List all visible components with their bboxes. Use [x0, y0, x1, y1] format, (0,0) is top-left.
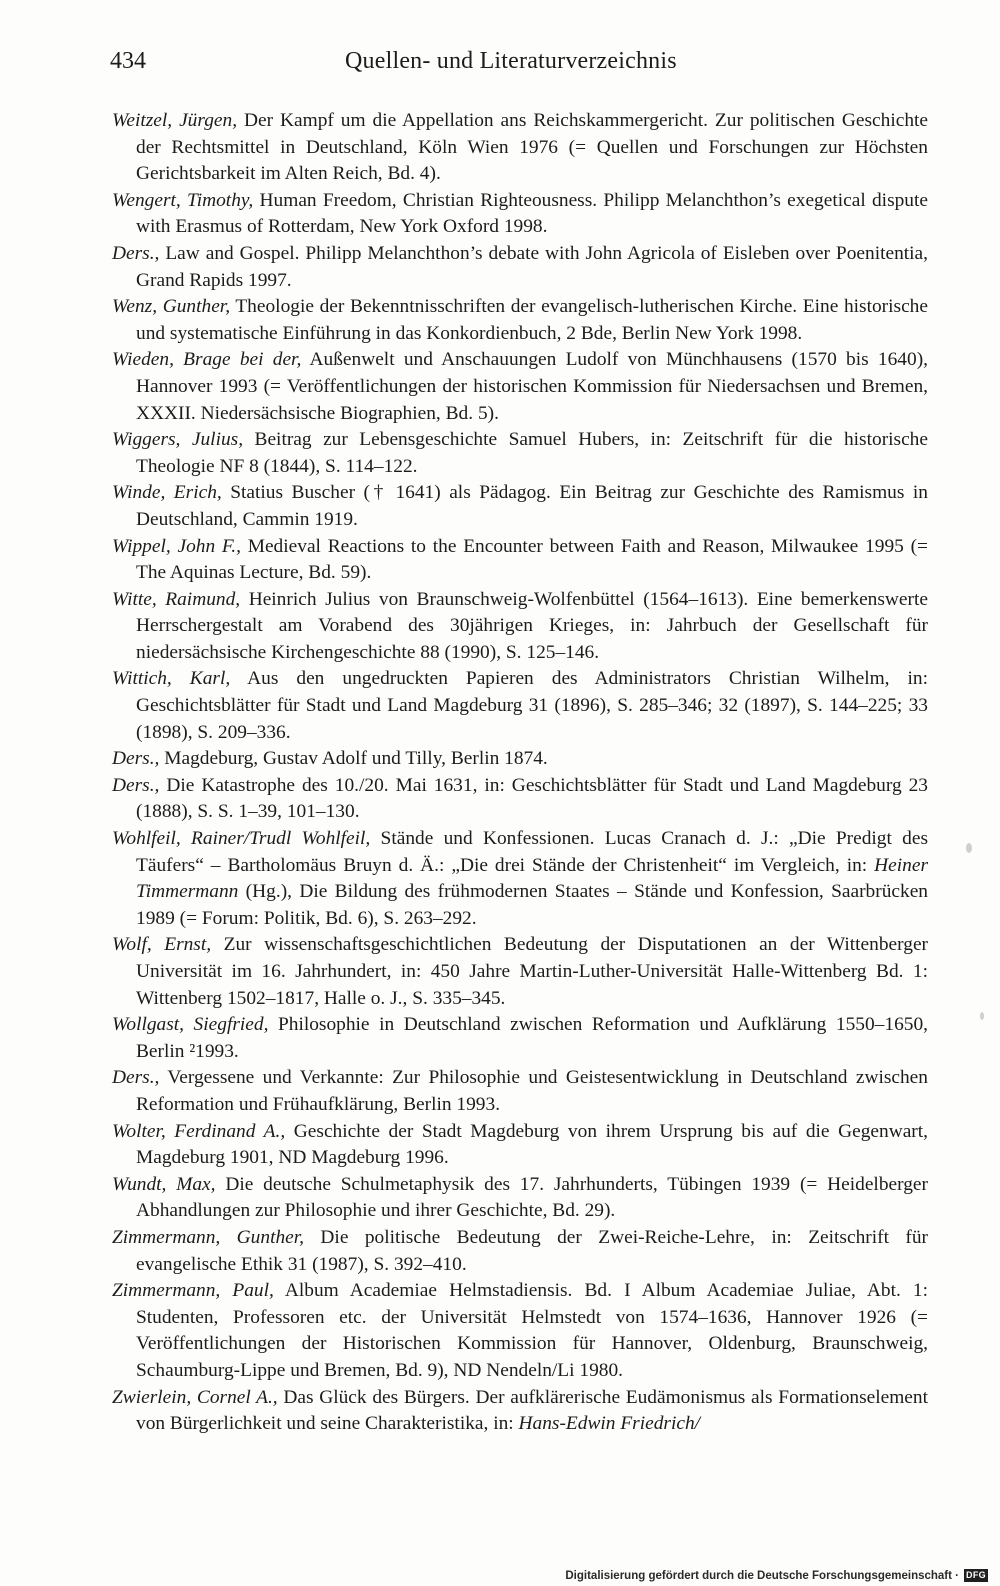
entry-text: Magdeburg, Gustav Adolf und Tilly, Berlin 1874.: [159, 748, 548, 770]
entry-author: Wiggers, Julius,: [112, 429, 244, 451]
bibliography-entry: [112, 188, 928, 241]
entry-text: Zur wissenschaftsgeschichtlichen Bedeutung der Disputationen an der Wittenberger Universität im 16. Jahrhundert, in: 450 Jahre Martin-Luther-Universität Halle-Wittenberg Bd. 1: Wittenberg 1502–1817, Halle o. J., S. 335–345.: [136, 934, 929, 1009]
scan-speck: [966, 843, 972, 853]
scan-speck: [980, 1012, 984, 1020]
entry-text-continued: (Hg.), Die Bildung des frühmodernen Staates – Stände und Konfession, Saarbrücken 1989 (= Forum: Politik, Bd. 6), S. 263–292.: [136, 881, 928, 929]
bibliography-entry: [112, 108, 928, 188]
entry-editor: Heiner Timmermann: [136, 854, 928, 903]
bibliography-entry: [112, 1225, 928, 1278]
bibliography-entry: [112, 241, 928, 294]
entry-text: Album Academiae Helmstadiensis. Bd. I Album Academiae Juliae, Abt. 1: Studenten, Professoren etc. der Universität Helmstedt von 1574–1636, Hannover 1926 (= Veröffentlichungen der Historischen Kommission für Hannover, Oldenburg, Braunschweig, Schaumburg-Lippe und Bremen, Bd. 9), ND Nendeln/Li 1980.: [136, 1280, 928, 1381]
entry-author: Ders.,: [112, 242, 160, 264]
entry-author: Ders.,: [112, 774, 160, 796]
bibliography-entry: [112, 1172, 928, 1225]
entry-text: Medieval Reactions to the Encounter between Faith and Reason, Milwaukee 1995 (= The Aquinas Lecture, Bd. 59).: [136, 535, 928, 584]
entry-author: Ders.,: [112, 748, 160, 770]
entry-text: Die Katastrophe des 10./20. Mai 1631, in: Geschichtsblätter für Stadt und Land Magdeburg 23 (1888), S. S. 1–39, 101–130.: [136, 774, 928, 823]
entry-author: Wohlfeil, Rainer/Trudl Wohlfeil,: [112, 828, 371, 850]
entry-text: Vergessene und Verkannte: Zur Philosophie und Geistesentwicklung in Deutschland zwischen Reformation und Frühaufklärung, Berlin 1993.: [136, 1067, 928, 1115]
bibliography-entry: [112, 347, 928, 427]
entry-author: Witte, Raimund,: [112, 588, 241, 610]
entry-author: Zimmermann, Paul,: [112, 1280, 274, 1302]
bibliography-entry: [112, 1385, 928, 1438]
bibliography-entry: [112, 826, 928, 932]
bibliography-entry: [112, 1278, 928, 1384]
entry-author: Ders.,: [112, 1067, 160, 1089]
entry-text: Aus den ungedruckten Papieren des Administrators Christian Wilhelm, in: Geschichtsblätter für Stadt und Land Magdeburg 31 (1896), S. 285–346; 32 (1897), S. 144–225; 33 (1898), S. 209–336.: [136, 668, 928, 743]
entry-text: Human Freedom, Christian Righteousness. Philipp Melanchthon’s exegetical dispute with Erasmus of Rotterdam, New York Oxford 1998.: [136, 189, 928, 238]
page-header: [110, 48, 930, 88]
entry-text: Außenwelt und Anschauungen Ludolf von Münchhausens (1570 bis 1640), Hannover 1993 (= Veröffentlichungen der historischen Kommission für Niedersachsen und Bremen, XXXII. Niedersächsische Biographien, Bd. 5).: [136, 349, 928, 424]
bibliography-entry: [112, 666, 928, 746]
entry-text: Die politische Bedeutung der Zwei-Reiche-Lehre, in: Zeitschrift für evangelische Ethik 31 (1987), S. 392–410.: [136, 1226, 928, 1275]
entry-text: Statius Buscher († 1641) als Pädagog. Ein Beitrag zur Geschichte des Ramismus in Deutschland, Cammin 1919.: [136, 482, 928, 530]
page-number: 434: [110, 48, 146, 74]
bibliography-entry: [112, 773, 928, 826]
bibliography-list: [112, 108, 928, 1438]
entry-author: Wolf, Ernst,: [112, 934, 212, 956]
entry-author: Wittich, Karl,: [112, 668, 231, 690]
entry-author: Wieden, Brage bei der,: [112, 349, 302, 371]
entry-author: Zimmermann, Gunther,: [112, 1226, 305, 1248]
entry-text: Das Glück des Bürgers. Der aufklärerische Eudämonismus als Formationselement von Bürgerlichkeit und seine Charakteristika, in:: [136, 1386, 928, 1435]
entry-text: Geschichte der Stadt Magdeburg von ihrem Ursprung bis auf die Gegenwart, Magdeburg 1901, ND Magdeburg 1996.: [136, 1120, 929, 1169]
dfg-logo-icon: DFG: [964, 1569, 988, 1582]
entry-author: Wollgast, Siegfried,: [112, 1014, 269, 1036]
entry-author: Wippel, John F.,: [112, 535, 241, 557]
bibliography-entry: [112, 746, 928, 773]
bibliography-entry: [112, 294, 928, 347]
entry-author: Wundt, Max,: [112, 1173, 216, 1195]
bibliography-entry: [112, 1012, 928, 1065]
entry-text: Der Kampf um die Appellation ans Reichskammergericht. Zur politischen Geschichte der Rechtsmittel in Deutschland, Köln Wien 1976 (= Quellen und Forschungen zur Höchsten Gerichtsbarkeit im Alten Reich, Bd. 4).: [136, 110, 929, 185]
entry-editor: Hans-Edwin Friedrich/: [518, 1413, 701, 1435]
entry-text: Philosophie in Deutschland zwischen Reformation und Aufklärung 1550–1650, Berlin ²1993.: [136, 1014, 929, 1062]
entry-text: Theologie der Bekenntnisschriften der evangelisch-lutherischen Kirche. Eine historische und systematische Einführung in das Konkordienbuch, 2 Bde, Berlin New York 1998.: [136, 296, 928, 344]
bibliography-entry: [112, 480, 928, 533]
bibliography-entry: [112, 534, 928, 587]
footer-credit: Digitalisierung gefördert durch die Deutsche Forschungsgemeinschaft ·: [565, 1569, 959, 1582]
entry-text: Law and Gospel. Philipp Melanchthon’s debate with John Agricola of Eisleben over Poenitentia, Grand Rapids 1997.: [136, 242, 928, 291]
bibliography-entry: [112, 1065, 928, 1118]
bibliography-entry: [112, 932, 928, 1012]
entry-author: Wengert, Timothy,: [112, 189, 254, 211]
entry-author: Weitzel, Jürgen,: [112, 110, 238, 131]
entry-author: Winde, Erich,: [112, 482, 222, 504]
entry-text: Stände und Konfessionen. Lucas Cranach d. J.: „Die Predigt des Täufers“ – Bartholomäus Bruyn d. Ä.: „Die drei Stände der Christenheit“ im Vergleich, in:: [136, 828, 928, 876]
bibliography-entry: [112, 1119, 928, 1172]
bibliography-entry: [112, 427, 928, 480]
entry-author: Wenz, Gunther,: [112, 296, 231, 318]
entry-text: Heinrich Julius von Braunschweig-Wolfenbüttel (1564–1613). Eine bemerkenswerte Herrschergestalt am Vorabend des 30jährigen Krieges, in: Jahrbuch der Gesellschaft für niedersächsische Kirchengeschichte 88 (1990), S. 125–146.: [136, 588, 928, 663]
entry-author: Wolter, Ferdinand A.,: [112, 1120, 286, 1142]
digitization-footer: [565, 1569, 988, 1582]
running-title: Quellen- und Literaturverzeichnis: [345, 48, 677, 74]
entry-author: Zwierlein, Cornel A.,: [112, 1386, 278, 1408]
entry-text: Die deutsche Schulmetaphysik des 17. Jahrhunderts, Tübingen 1939 (= Heidelberger Abhandlungen zur Philosophie und ihrer Geschichte, Bd. 29).: [136, 1173, 928, 1222]
bibliography-entry: [112, 587, 928, 667]
entry-text: Beitrag zur Lebensgeschichte Samuel Hubers, in: Zeitschrift für die historische Theologie NF 8 (1844), S. 114–122.: [136, 429, 928, 477]
